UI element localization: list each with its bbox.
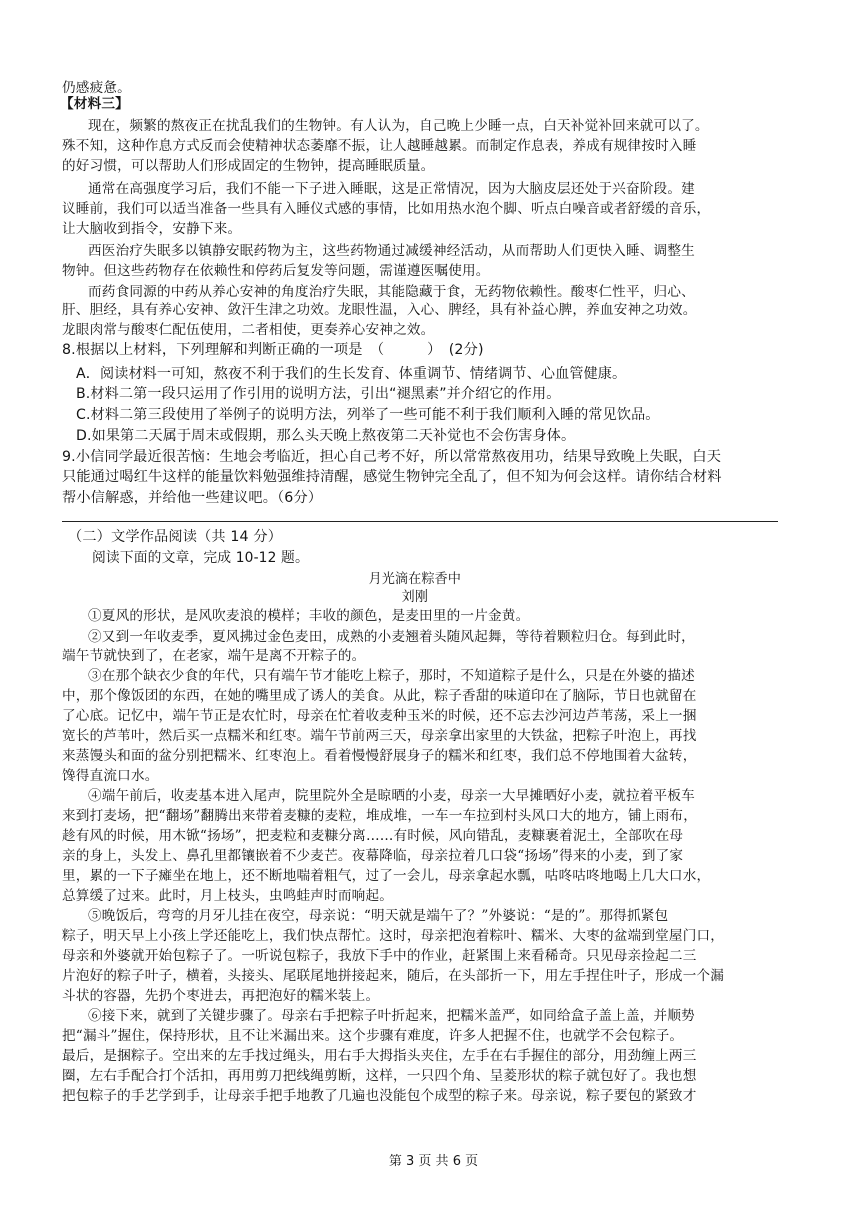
question-9-l1: 9.小信同学最近很苦恼：生地会考临近，担心自己考不好，所以常常熬夜用功，结果导致晚上失眠，白天: [62, 449, 722, 465]
article-p2-l2: 端午节就快到了，在老家，端午是离不开粽子的。: [62, 648, 366, 664]
article-title: 月光滴在粽香中: [368, 571, 462, 587]
question-8-option-a: A．阅读材料一可知，熬夜不利于我们的生长发育、体重调节、情绪调节、心血管健康。: [76, 366, 627, 382]
article-p4-l5: 里，累的一下子瘫坐在地上，还不断地喘着粗气，过了一会儿，母亲拿起水瓢，咕咚咕咚地喝上几大口水，: [62, 868, 711, 884]
article-p4-l4: 亲的身上，头发上、鼻孔里都镶嵌着不少麦芒。夜幕降临，母亲拉着几口袋“扬场”得来的小麦，到了家: [62, 848, 684, 864]
question-8-option-c: C.材料二第三段使用了举例子的说明方法，列举了一些可能不利于我们顺利入睡的常见饮品。: [76, 407, 660, 423]
article-p5-l4: 片泡好的粽子叶子，横着，头接头、尾联尾地拼接起来，随后，在头部折一下，用左手捏住叶子，形成一个漏: [62, 968, 725, 984]
article-p3-l2: 中，那个像饭团的东西，在她的嘴里成了诱人的美食。从此，粽子香甜的味道印在了脑际，节日也就留在: [62, 688, 697, 704]
article-p5-l1: ⑤晚饭后，弯弯的月牙儿挂在夜空，母亲说：“明天就是端午了？”外婆说：“是的”。那得抓紧包: [88, 908, 669, 924]
article-p1-l1: ①夏风的形状，是风吹麦浪的模样；丰收的颜色，是麦田里的一片金黄。: [88, 608, 530, 624]
m3-p2-l1: 通常在高强度学习后，我们不能一下子进入睡眠，这是正常情况，因为大脑皮层还处于兴奋阶段。建: [88, 181, 695, 197]
article-p6-l5: 把包粽子的手艺学到手，让母亲手把手地教了几遍也没能包个成型的粽子来。母亲说，粽子要包的紧致才: [62, 1088, 697, 1104]
article-p6-l3: 最后，是捆粽子。空出来的左手找过绳头，用右手大拇指头夹住，左手在右手握住的部分，用劲缠上两三: [62, 1048, 697, 1064]
article-p3-l3: 了心底。记忆中，端午节正是农忙时，母亲在忙着收麦种玉米的时候，还不忘去沙河边芦苇荡，采上一捆: [62, 708, 697, 724]
article-p2-l1: ②又到一年收麦季，夏风拂过金色麦田，成熟的小麦翘着头随风起舞，等待着颗粒归仓。每到此时，: [88, 629, 695, 645]
article-p3-l4: 宽长的芦苇叶，然后买一点糯米和红枣。端午节前两三天，母亲拿出家里的大铁盆，把粽子叶泡上，再找: [62, 728, 697, 744]
m3-p3-l2: 物钟。但这些药物存在依赖性和停药后复发等问题，需谨遵医嘱使用。: [62, 263, 490, 279]
page-footer: 第 3 页 共 6 页: [388, 1154, 479, 1169]
section-divider: [62, 521, 778, 522]
m3-p4-l1: 而药食同源的中药从养心安神的角度治疗失眠，其能隐藏于食，无药物依赖性。酸枣仁性平，归心、: [88, 284, 695, 300]
article-p5-l3: 母亲和外婆就开始包粽子了。一听说包粽子，我放下手中的作业，赶紧围上来看稀奇。只见母亲捡起二三: [62, 948, 697, 964]
article-p4-l3: 趁有风的时候，用木锨“扬场”，把麦粒和麦糠分离……有时候，风向错乱，麦糠裹着泥土，全部吹在母: [62, 828, 684, 844]
article-p6-l1: ⑥接下来，就到了关键步骤了。母亲右手把粽子叶折起来，把糯米盖严，如同给盒子盖上盖，并顺势: [88, 1008, 695, 1024]
article-p4-l2: 来到打麦场，把“翻场”翻腾出来带着麦糠的麦粒，堆成堆，一车一车拉到村头风口大的地方，铺上雨布，: [62, 808, 698, 824]
material3-header: 【材料三】: [60, 96, 129, 112]
question-9-l3: 帮小信解惑，并给他一些建议吧。（6分）: [62, 490, 323, 506]
m3-p2-l3: 让大脑收到指令，安静下来。: [62, 221, 242, 237]
m3-p4-l2: 肝、胆经，具有养心安神、敛汗生津之功效。龙眼性温，入心、脾经，具有补益心脾，养血安神之功效。: [62, 302, 697, 318]
question-9-l2: 只能通过喝红牛这样的能量饮料勉强维持清醒，感觉生物钟完全乱了，但不知为何会这样。请你结合材料: [62, 469, 722, 485]
question-8-stem: 8.根据以上材料，下列理解和判断正确的一项是 （ ） (2分): [62, 342, 484, 358]
m3-p3-l1: 西医治疗失眠多以镇静安眠药物为主，这些药物通过减缓神经活动，从而帮助人们更快入睡、调整生: [88, 243, 695, 259]
section2-instruction: 阅读下面的文章，完成 10-12 题。: [92, 550, 309, 566]
section2-heading: （二）文学作品阅读（共 14 分）: [68, 529, 283, 545]
material2-tail: 仍感疲惫。: [62, 80, 131, 96]
m3-p4-l3: 龙眼肉常与酸枣仁配伍使用，二者相使，更奏养心安神之效。: [62, 322, 435, 338]
article-p4-l1: ④端午前后，收麦基本进入尾声，院里院外全是晾晒的小麦，母亲一大早摊晒好小麦，就拉着平板车: [88, 788, 695, 804]
article-p3-l5: 来蒸馒头和面的盆分别把糯米、红枣泡上。看着慢慢舒展身子的糯米和红枣，我们总不停地围着大盆转，: [62, 748, 697, 764]
article-p4-l6: 总算缓了过来。此时，月上枝头，虫鸣蛙声时而响起。: [62, 888, 394, 904]
article-p6-l4: 圈，左右手配合打个活扣，再用剪刀把线绳剪断，这样，一只四个角、呈菱形状的粽子就包好了。我也想: [62, 1068, 697, 1084]
m3-p1-l2: 殊不知，这种作息方式反而会使精神状态萎靡不振，让人越睡越累。而制定作息表，养成有规律按时入睡: [62, 138, 697, 154]
m3-p1-l1: 现在，频繁的熬夜正在扰乱我们的生物钟。有人认为，自己晚上少睡一点，白天补觉补回来就可以了。: [88, 118, 709, 134]
article-p3-l6: 馋得直流口水。: [62, 768, 159, 784]
m3-p1-l3: 的好习惯，可以帮助人们形成固定的生物钟，提高睡眠质量。: [62, 158, 435, 174]
article-p5-l5: 斗状的容器，先扔个枣进去，再把泡好的糯米装上。: [62, 988, 380, 1004]
question-8-option-d: D.如果第二天属于周末或假期，那么头天晚上熬夜第二天补觉也不会伤害身体。: [76, 428, 576, 444]
article-p3-l1: ③在那个缺衣少食的年代，只有端午节才能吃上粽子，那时，不知道粽子是什么，只是在外婆的描述: [88, 668, 695, 684]
article-author: 刘刚: [401, 589, 429, 605]
article-p6-l2: 把“漏斗”握住，保持形状，且不让米漏出来。这个步骤有难度，许多人把握不住，也就学不会包粽子。: [62, 1028, 684, 1044]
m3-p2-l2: 议睡前，我们可以适当准备一些具有入睡仪式感的事情，比如用热水泡个脚、听点白噪音或者舒缓的音乐，: [62, 201, 711, 217]
article-p5-l2: 粽子，明天早上小孩上学还能吃上，我们快点帮忙。这时，母亲把泡着粽叶、糯米、大枣的盆端到堂屋门口，: [62, 928, 725, 944]
question-8-option-b: B.材料二第一段只运用了作引用的说明方法，引出“褪黑素”并介绍它的作用。: [76, 386, 561, 402]
